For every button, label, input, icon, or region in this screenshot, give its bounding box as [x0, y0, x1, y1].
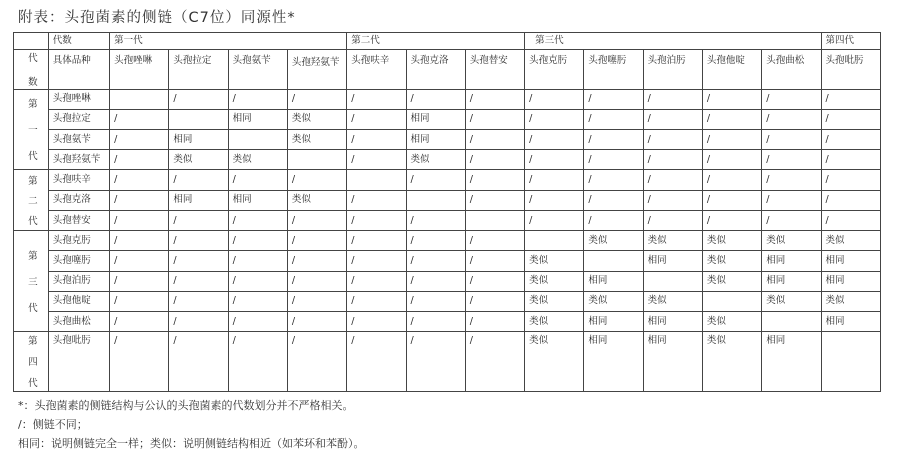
- table-cell: /: [643, 109, 702, 129]
- table-cell: /: [465, 109, 524, 129]
- table-cell: /: [110, 312, 169, 332]
- table-cell: [406, 190, 465, 210]
- generation-label: 第 一 代: [14, 89, 49, 170]
- table-cell: 类似: [762, 231, 821, 251]
- table-row: [14, 150, 881, 170]
- table-row: [14, 89, 881, 109]
- table-cell: 相同: [643, 312, 702, 332]
- table-cell: /: [347, 129, 406, 149]
- table-cell: /: [347, 89, 406, 109]
- table-cell: /: [406, 271, 465, 291]
- table-cell: /: [110, 251, 169, 271]
- table-cell: [465, 210, 524, 230]
- table-cell: /: [347, 150, 406, 170]
- table-cell: /: [169, 89, 228, 109]
- table-cell: /: [465, 129, 524, 149]
- table-cell: /: [228, 251, 287, 271]
- homology-table: [13, 32, 881, 392]
- table-cell: 类似: [525, 291, 584, 311]
- table-cell: /: [584, 129, 643, 149]
- table-cell: /: [525, 190, 584, 210]
- table-row: [14, 109, 881, 129]
- table-cell: 类似: [525, 312, 584, 332]
- table-cell: 类似: [762, 291, 821, 311]
- column-header: 头孢拉定: [169, 50, 228, 89]
- table-cell: /: [584, 170, 643, 190]
- table-row: [14, 170, 881, 190]
- table-cell: /: [110, 170, 169, 190]
- table-cell: /: [525, 89, 584, 109]
- table-cell: /: [821, 129, 880, 149]
- table-cell: [643, 271, 702, 291]
- header-gen3: 第三代: [525, 33, 821, 50]
- table-cell: /: [228, 312, 287, 332]
- header-row-generations: [14, 33, 881, 50]
- header-row-drugs: [14, 50, 881, 89]
- table-cell: /: [347, 231, 406, 251]
- table-cell: /: [525, 129, 584, 149]
- table-cell: /: [110, 109, 169, 129]
- table-cell: 类似: [702, 332, 761, 392]
- table-cell: [762, 312, 821, 332]
- table-cell: /: [525, 150, 584, 170]
- table-cell: /: [525, 109, 584, 129]
- header-gen1: 第一代: [110, 33, 347, 50]
- table-cell: /: [228, 332, 287, 392]
- table-cell: /: [702, 129, 761, 149]
- row-drug-name: 头孢羟氨苄: [48, 150, 109, 170]
- table-cell: /: [347, 190, 406, 210]
- table-cell: /: [406, 291, 465, 311]
- table-cell: [584, 251, 643, 271]
- column-header: 头孢噻肟: [584, 50, 643, 89]
- footnotes: [18, 396, 365, 453]
- footnote-slash: /：侧链不同；: [18, 418, 88, 431]
- table-cell: /: [643, 170, 702, 190]
- table-cell: /: [169, 170, 228, 190]
- table-cell: [169, 109, 228, 129]
- table-cell: /: [169, 231, 228, 251]
- table-cell: /: [702, 170, 761, 190]
- table-cell: /: [702, 190, 761, 210]
- table-cell: /: [584, 210, 643, 230]
- header-daibie: 代数: [48, 33, 109, 50]
- table-cell: 相同: [169, 129, 228, 149]
- header-gen2: 第二代: [347, 33, 525, 50]
- header-gen4: 第四代: [821, 33, 880, 50]
- table-cell: /: [584, 190, 643, 210]
- table-cell: /: [643, 210, 702, 230]
- table-cell: /: [643, 129, 702, 149]
- table-row: [14, 210, 881, 230]
- table-cell: 类似: [287, 190, 346, 210]
- table-cell: /: [110, 190, 169, 210]
- table-cell: /: [465, 150, 524, 170]
- row-drug-name: 头孢氨苄: [48, 129, 109, 149]
- table-cell: /: [821, 89, 880, 109]
- table-cell: /: [406, 332, 465, 392]
- table-cell: 类似: [525, 251, 584, 271]
- table-cell: /: [406, 312, 465, 332]
- table-cell: [110, 89, 169, 109]
- table-cell: /: [169, 291, 228, 311]
- table-cell: /: [406, 170, 465, 190]
- table-cell: /: [110, 291, 169, 311]
- table-cell: 相同: [821, 312, 880, 332]
- table-cell: /: [406, 89, 465, 109]
- table-cell: /: [347, 312, 406, 332]
- table-cell: 相同: [228, 109, 287, 129]
- column-header: 头孢曲松: [762, 50, 821, 89]
- table-cell: /: [584, 89, 643, 109]
- table-cell: /: [110, 129, 169, 149]
- table-row: [14, 291, 881, 311]
- table-cell: /: [465, 312, 524, 332]
- generation-label: 第 二 代: [14, 170, 49, 231]
- header-daishu: 代 数: [14, 50, 49, 89]
- table-cell: /: [228, 271, 287, 291]
- table-row: [14, 231, 881, 251]
- table-cell: /: [406, 231, 465, 251]
- table-row: [14, 271, 881, 291]
- table-cell: /: [465, 291, 524, 311]
- table-cell: /: [525, 170, 584, 190]
- table-cell: [347, 170, 406, 190]
- table-cell: /: [465, 271, 524, 291]
- table-cell: /: [169, 210, 228, 230]
- table-cell: /: [110, 271, 169, 291]
- table-cell: /: [228, 231, 287, 251]
- column-header: 头孢泊肟: [643, 50, 702, 89]
- table-cell: /: [762, 210, 821, 230]
- table-cell: /: [643, 150, 702, 170]
- table-cell: 相同: [643, 332, 702, 392]
- table-cell: /: [584, 150, 643, 170]
- table-cell: 相同: [228, 190, 287, 210]
- table-cell: /: [821, 190, 880, 210]
- table-cell: /: [643, 190, 702, 210]
- table-cell: /: [762, 109, 821, 129]
- table-cell: /: [406, 251, 465, 271]
- table-cell: 类似: [525, 332, 584, 392]
- table-cell: /: [347, 332, 406, 392]
- table-cell: 类似: [287, 129, 346, 149]
- table-cell: /: [169, 312, 228, 332]
- table-cell: /: [465, 89, 524, 109]
- table-cell: 相同: [821, 271, 880, 291]
- table-cell: 类似: [228, 150, 287, 170]
- row-drug-name: 头孢呋辛: [48, 170, 109, 190]
- table-cell: [228, 129, 287, 149]
- table-cell: /: [762, 190, 821, 210]
- table-cell: 相同: [762, 251, 821, 271]
- table-cell: /: [110, 210, 169, 230]
- table-row: [14, 332, 881, 392]
- table-cell: /: [169, 332, 228, 392]
- table-cell: /: [702, 89, 761, 109]
- table-cell: /: [347, 109, 406, 129]
- table-cell: /: [287, 291, 346, 311]
- column-header: 头孢他啶: [702, 50, 761, 89]
- table-cell: /: [762, 89, 821, 109]
- table-cell: /: [287, 312, 346, 332]
- column-header: 头孢克洛: [406, 50, 465, 89]
- column-header: 头孢呋辛: [347, 50, 406, 89]
- table-cell: /: [821, 109, 880, 129]
- generation-label: 第 四 代: [14, 332, 49, 392]
- table-cell: [525, 231, 584, 251]
- footnote-star: *：头孢菌素的侧链结构与公认的头孢菌素的代数划分并不严格相关。: [18, 399, 354, 412]
- table-cell: 相同: [169, 190, 228, 210]
- row-drug-name: 头孢替安: [48, 210, 109, 230]
- table-cell: /: [169, 251, 228, 271]
- table-cell: [821, 332, 880, 392]
- table-cell: 类似: [702, 231, 761, 251]
- table-cell: /: [762, 170, 821, 190]
- table-cell: /: [762, 150, 821, 170]
- table-cell: 类似: [287, 109, 346, 129]
- table-cell: /: [228, 210, 287, 230]
- table-cell: /: [465, 251, 524, 271]
- table-cell: /: [228, 89, 287, 109]
- table-row: [14, 312, 881, 332]
- table-cell: 类似: [821, 231, 880, 251]
- table-cell: 类似: [584, 291, 643, 311]
- row-drug-name: 头孢他啶: [48, 291, 109, 311]
- table-cell: /: [584, 109, 643, 129]
- table-cell: [702, 291, 761, 311]
- table-cell: /: [525, 210, 584, 230]
- table-cell: 相同: [584, 312, 643, 332]
- table-cell: /: [287, 332, 346, 392]
- row-drug-name: 头孢噻肟: [48, 251, 109, 271]
- table-cell: /: [228, 291, 287, 311]
- table-cell: /: [287, 231, 346, 251]
- table-cell: /: [702, 210, 761, 230]
- table-cell: /: [169, 271, 228, 291]
- table-cell: /: [110, 332, 169, 392]
- row-drug-name: 头孢拉定: [48, 109, 109, 129]
- table-cell: /: [465, 231, 524, 251]
- table-cell: /: [643, 89, 702, 109]
- row-drug-name: 头孢唑啉: [48, 89, 109, 109]
- column-header: 头孢克肟: [525, 50, 584, 89]
- table-cell: /: [347, 291, 406, 311]
- table-cell: /: [287, 251, 346, 271]
- table-cell: 相同: [762, 332, 821, 392]
- table-cell: /: [821, 170, 880, 190]
- table-cell: 类似: [821, 291, 880, 311]
- table-cell: /: [465, 332, 524, 392]
- table-cell: 类似: [702, 271, 761, 291]
- row-drug-name: 头孢泊肟: [48, 271, 109, 291]
- table-row: [14, 251, 881, 271]
- table-cell: /: [762, 129, 821, 149]
- table-row: [14, 129, 881, 149]
- table-cell: 类似: [643, 231, 702, 251]
- column-header: 头孢吡肟: [821, 50, 880, 89]
- table-cell: /: [347, 271, 406, 291]
- header-juti: 具体品种: [48, 50, 109, 89]
- table-cell: /: [110, 231, 169, 251]
- table-cell: 相同: [584, 332, 643, 392]
- table-cell: /: [287, 170, 346, 190]
- table-cell: 相同: [821, 251, 880, 271]
- row-drug-name: 头孢克洛: [48, 190, 109, 210]
- table-cell: /: [465, 190, 524, 210]
- table-cell: 类似: [584, 231, 643, 251]
- column-header: 头孢替安: [465, 50, 524, 89]
- row-drug-name: 头孢吡肟: [48, 332, 109, 392]
- table-cell: 类似: [702, 251, 761, 271]
- table-cell: /: [287, 210, 346, 230]
- table-cell: /: [406, 210, 465, 230]
- table-cell: 相同: [406, 109, 465, 129]
- table-cell: /: [347, 251, 406, 271]
- table-cell: /: [228, 170, 287, 190]
- table-cell: /: [702, 109, 761, 129]
- table-cell: 相同: [762, 271, 821, 291]
- table-cell: /: [287, 271, 346, 291]
- table-cell: /: [821, 210, 880, 230]
- table-cell: 相同: [643, 251, 702, 271]
- table-cell: 类似: [702, 312, 761, 332]
- table-cell: 相同: [584, 271, 643, 291]
- column-header: 头孢羟氨苄: [287, 50, 346, 89]
- row-drug-name: 头孢克肟: [48, 231, 109, 251]
- table-cell: /: [821, 150, 880, 170]
- table-cell: [287, 150, 346, 170]
- generation-label: 第 三 代: [14, 231, 49, 332]
- table-cell: /: [347, 210, 406, 230]
- table-cell: 类似: [169, 150, 228, 170]
- footnote-legend: 相同：说明侧链完全一样；类似：说明侧链结构相近（如苯环和苯酚）。: [18, 437, 365, 450]
- column-header: 头孢唑啉: [110, 50, 169, 89]
- header-corner: [14, 33, 49, 50]
- table-cell: /: [287, 89, 346, 109]
- column-header: 头孢氨苄: [228, 50, 287, 89]
- table-cell: 类似: [406, 150, 465, 170]
- table-cell: /: [702, 150, 761, 170]
- table-cell: /: [110, 150, 169, 170]
- table-row: [14, 190, 881, 210]
- table-cell: /: [465, 170, 524, 190]
- table-title: 附表：头孢菌素的侧链（C7位）同源性*: [18, 10, 296, 26]
- row-drug-name: 头孢曲松: [48, 312, 109, 332]
- table-cell: 类似: [643, 291, 702, 311]
- table-cell: 类似: [525, 271, 584, 291]
- table-cell: 相同: [406, 129, 465, 149]
